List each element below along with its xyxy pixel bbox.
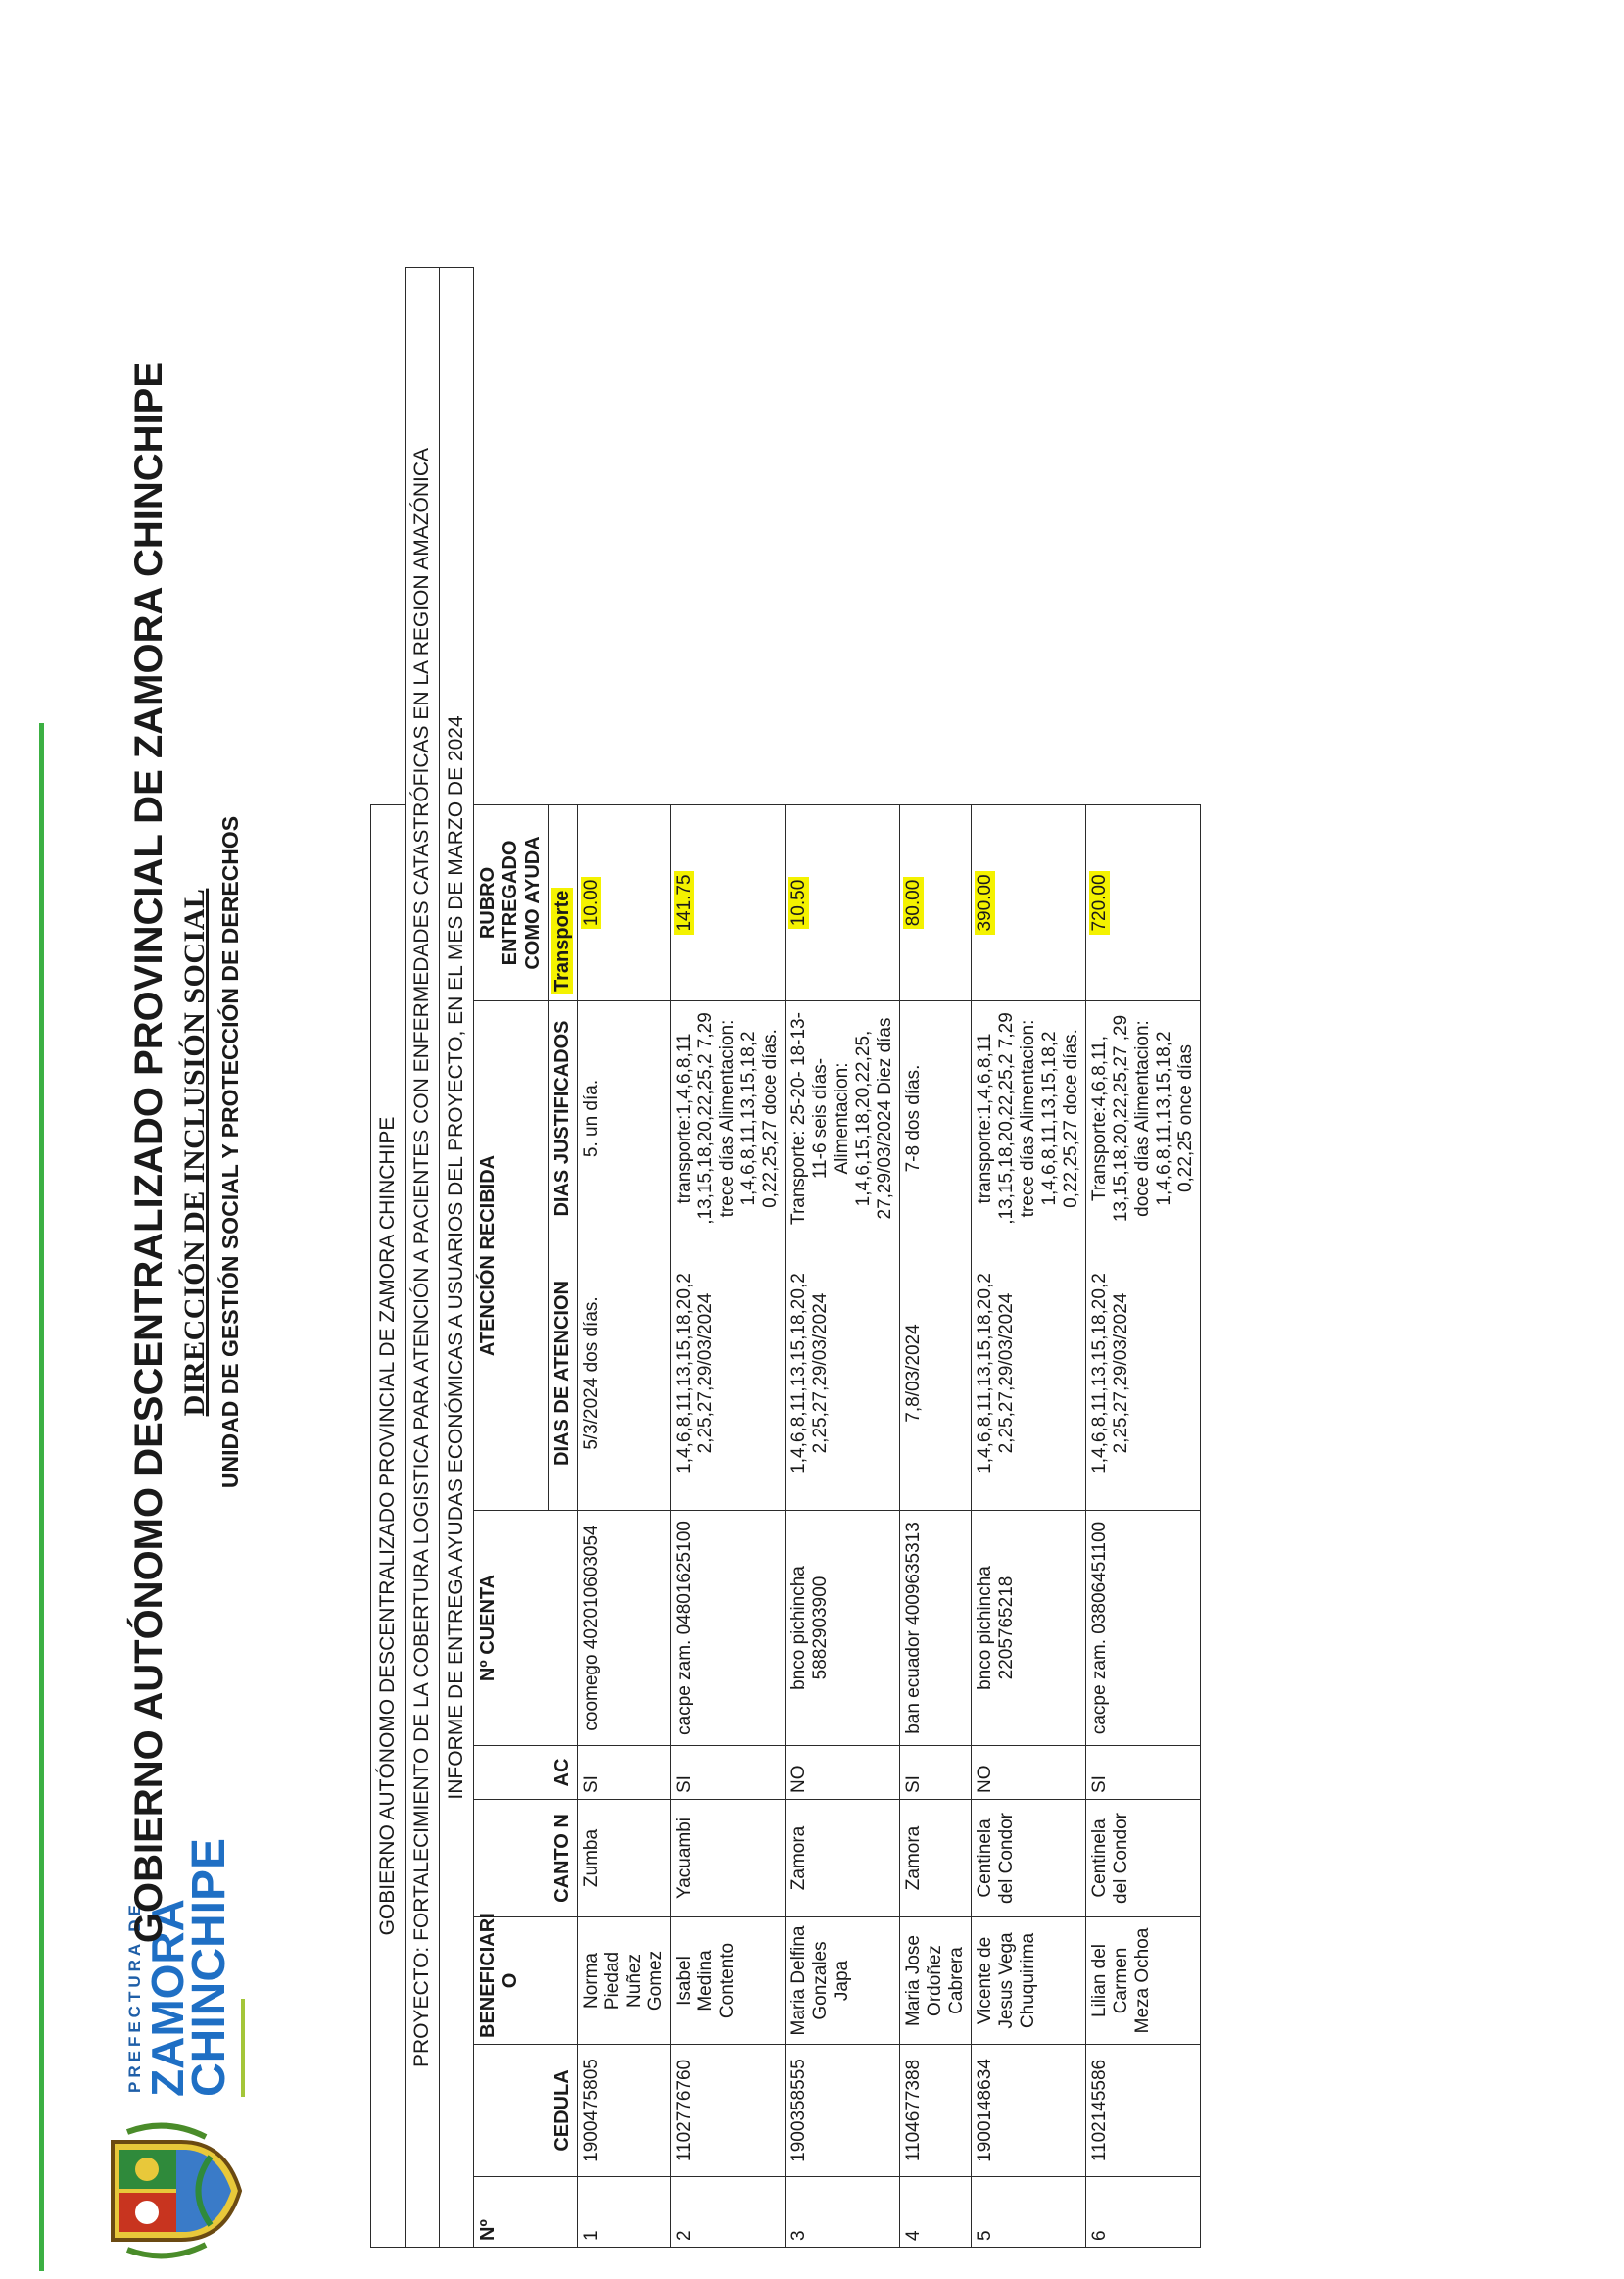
row-name: Maria Jose Ordoñez Cabrera [900, 1917, 972, 2045]
row-monto: 390.00 [975, 871, 995, 934]
row-num: 1 [578, 2177, 671, 2248]
header-dias-atencion: DIAS DE ATENCION [549, 1236, 578, 1511]
row-cedula: 1900148634 [972, 2045, 1086, 2177]
row-dias: 5/3/2024 dos días. [578, 1236, 671, 1511]
row-dias: 1,4,6,8,11,13,15,18,20,2 2,25,27,29/03/2024 [972, 1236, 1086, 1511]
header-atencion: ATENCIÓN RECIBIDA [474, 1001, 549, 1511]
header-direction: DIRECCIÓN DE INCLUSIÓN SOCIAL [178, 888, 211, 1417]
row-name: Vicente de Jesus Vega Chuquirima [972, 1917, 1086, 2045]
row-justificados: Transporte: 25-20- 18-13-11-6 seis días- Alimentacion: 1,4,6,15,18,20,22,25, 27,29/03/2024 Diez días [786, 1001, 900, 1236]
row-dias: 7,8/03/2024 [900, 1236, 972, 1511]
row-cedula: 1900358555 [786, 2045, 900, 2177]
row-canton: Zumba [578, 1800, 671, 1917]
logo-underline [241, 1999, 245, 2097]
row-cuenta: ban ecuador 4009635313 [900, 1511, 972, 1746]
coat-of-arms-icon [88, 2112, 245, 2269]
row-canton: Centinela del Condor [972, 1800, 1086, 1917]
logo-line2: CHINCHIPE [183, 1837, 235, 2097]
table-row [578, 267, 671, 2247]
logo-small-text: PREFECTURA DE [125, 1901, 144, 2093]
row-num: 6 [1086, 2177, 1201, 2248]
table-row [671, 267, 786, 2247]
row-cedula: 1102776760 [671, 2045, 786, 2177]
row-monto: 10.00 [581, 877, 601, 930]
table-title-1: GOBIERNO AUTÓNOMO DESCENTRALIZADO PROVINCIAL DE ZAMORA CHINCHIPE [371, 804, 406, 2247]
row-canton: Zamora [900, 1800, 972, 1917]
row-cuenta: cacpe zam. 04801625100 [671, 1511, 786, 1746]
table-title-2: PROYECTO: FORTALECIMIENTO DE LA COBERTURA LOGISTICA PARA ATENCIÓN A PACIENTES CON ENFERMEDADES CATASTRÓFICAS EN LA REGION AMAZÓNICA [406, 267, 440, 2247]
header-num: Nº [474, 2177, 549, 2248]
row-cedula: 1900475805 [578, 2045, 671, 2177]
header-cuenta: Nº CUENTA [474, 1511, 549, 1746]
row-ac: SI [671, 1746, 786, 1800]
row-name: Maria Delfina Gonzales Japa [786, 1917, 900, 2045]
row-cedula: 1104677388 [900, 2045, 972, 2177]
row-cuenta: coomego 402010603054 [578, 1511, 671, 1746]
row-num: 4 [900, 2177, 972, 2248]
table-row [972, 267, 1086, 2247]
header-canton: CANTO N [549, 1800, 578, 1917]
row-cuenta: bnco pichincha 5882903900 [786, 1511, 900, 1746]
row-justificados: 7-8 dos días. [900, 1001, 972, 1236]
row-name: Isabel Medina Contento [671, 1917, 786, 2045]
row-num: 5 [972, 2177, 1086, 2248]
row-num: 2 [671, 2177, 786, 2248]
row-canton: Centinela del Condor [1086, 1800, 1201, 1917]
row-monto: 720.00 [1089, 871, 1110, 934]
row-ac: NO [786, 1746, 900, 1800]
row-dias: 1,4,6,8,11,13,15,18,20,2 2,25,27,29/03/2024 [671, 1236, 786, 1511]
logo-line1: ZAMORA [142, 1899, 193, 2097]
row-ac: SI [578, 1746, 671, 1800]
row-justificados: transporte:1,4,6,8,11 ,13,15,18,20,22,25,2 7,29 trece días Alimentacion: 1,4,6,8,11,13,15,18,2 0,22,25,27 doce días. [671, 1001, 786, 1236]
table-row [1086, 267, 1201, 2247]
header-transporte: Transporte [551, 888, 573, 994]
green-margin-line [39, 723, 44, 2271]
row-justificados: Transporte:4,6,8,11, 13,15,18,20,22,25,27 ,29 doce días Alimentacion: 1,4,6,8,11,13,15,18,2 0,22,25 once días [1086, 1001, 1201, 1236]
row-num: 3 [786, 2177, 900, 2248]
table-row [900, 267, 972, 2247]
row-name: Norma Piedad Nuñez Gomez [578, 1917, 671, 2045]
header-rubro: RUBRO ENTREGADO COMO AYUDA [474, 804, 549, 1000]
row-monto: 141.75 [674, 871, 694, 934]
row-ac: SI [900, 1746, 972, 1800]
row-justificados: 5. un día. [578, 1001, 671, 1236]
row-dias: 1,4,6,8,11,13,15,18,20,2 2,25,27,29/03/2024 [1086, 1236, 1201, 1511]
row-canton: Yacuambi [671, 1800, 786, 1917]
row-justificados: transporte:1,4,6,8,11 ,13,15,18,20,22,25,2 7,29 trece días Alimentacion: 1,4,6,8,11,13,15,18,2 0,22,25,27 doce días. [972, 1001, 1086, 1236]
row-ac: NO [972, 1746, 1086, 1800]
row-monto: 80.00 [903, 877, 924, 930]
row-cuenta: bnco pichincha 2205765218 [972, 1511, 1086, 1746]
header-title: GOBIERNO AUTÓNOMO DESCENTRALIZADO PROVINCIAL DE ZAMORA CHINCHIPE [127, 361, 170, 1944]
header-ac: AC [549, 1746, 578, 1800]
header-cedula: CEDULA [549, 2045, 578, 2177]
row-dias: 1,4,6,8,11,13,15,18,20,2 2,25,27,29/03/2024 [786, 1236, 900, 1511]
row-cuenta: cacpe zam. 03806451100 [1086, 1511, 1201, 1746]
header-beneficiario: BENEFICIARI O [474, 1917, 549, 2045]
report-table [370, 267, 1201, 2248]
table-row [786, 267, 900, 2247]
row-name: Lilian del Carmen Meza Ochoa [1086, 1917, 1201, 2045]
table-title-3: INFORME DE ENTREGA AYUDAS ECONÓMICAS A USUARIOS DEL PROYECTO, EN EL MES DE MARZO DE 2024 [440, 267, 474, 2247]
row-cedula: 1102145586 [1086, 2045, 1201, 2177]
row-canton: Zamora [786, 1800, 900, 1917]
header-dias-justificados: DIAS JUSTIFICADOS [549, 1001, 578, 1236]
header-unit: UNIDAD DE GESTIÓN SOCIAL Y PROTECCIÓN DE DERECHOS [217, 815, 243, 1489]
row-monto: 10.50 [788, 877, 809, 930]
row-ac: SI [1086, 1746, 1201, 1800]
